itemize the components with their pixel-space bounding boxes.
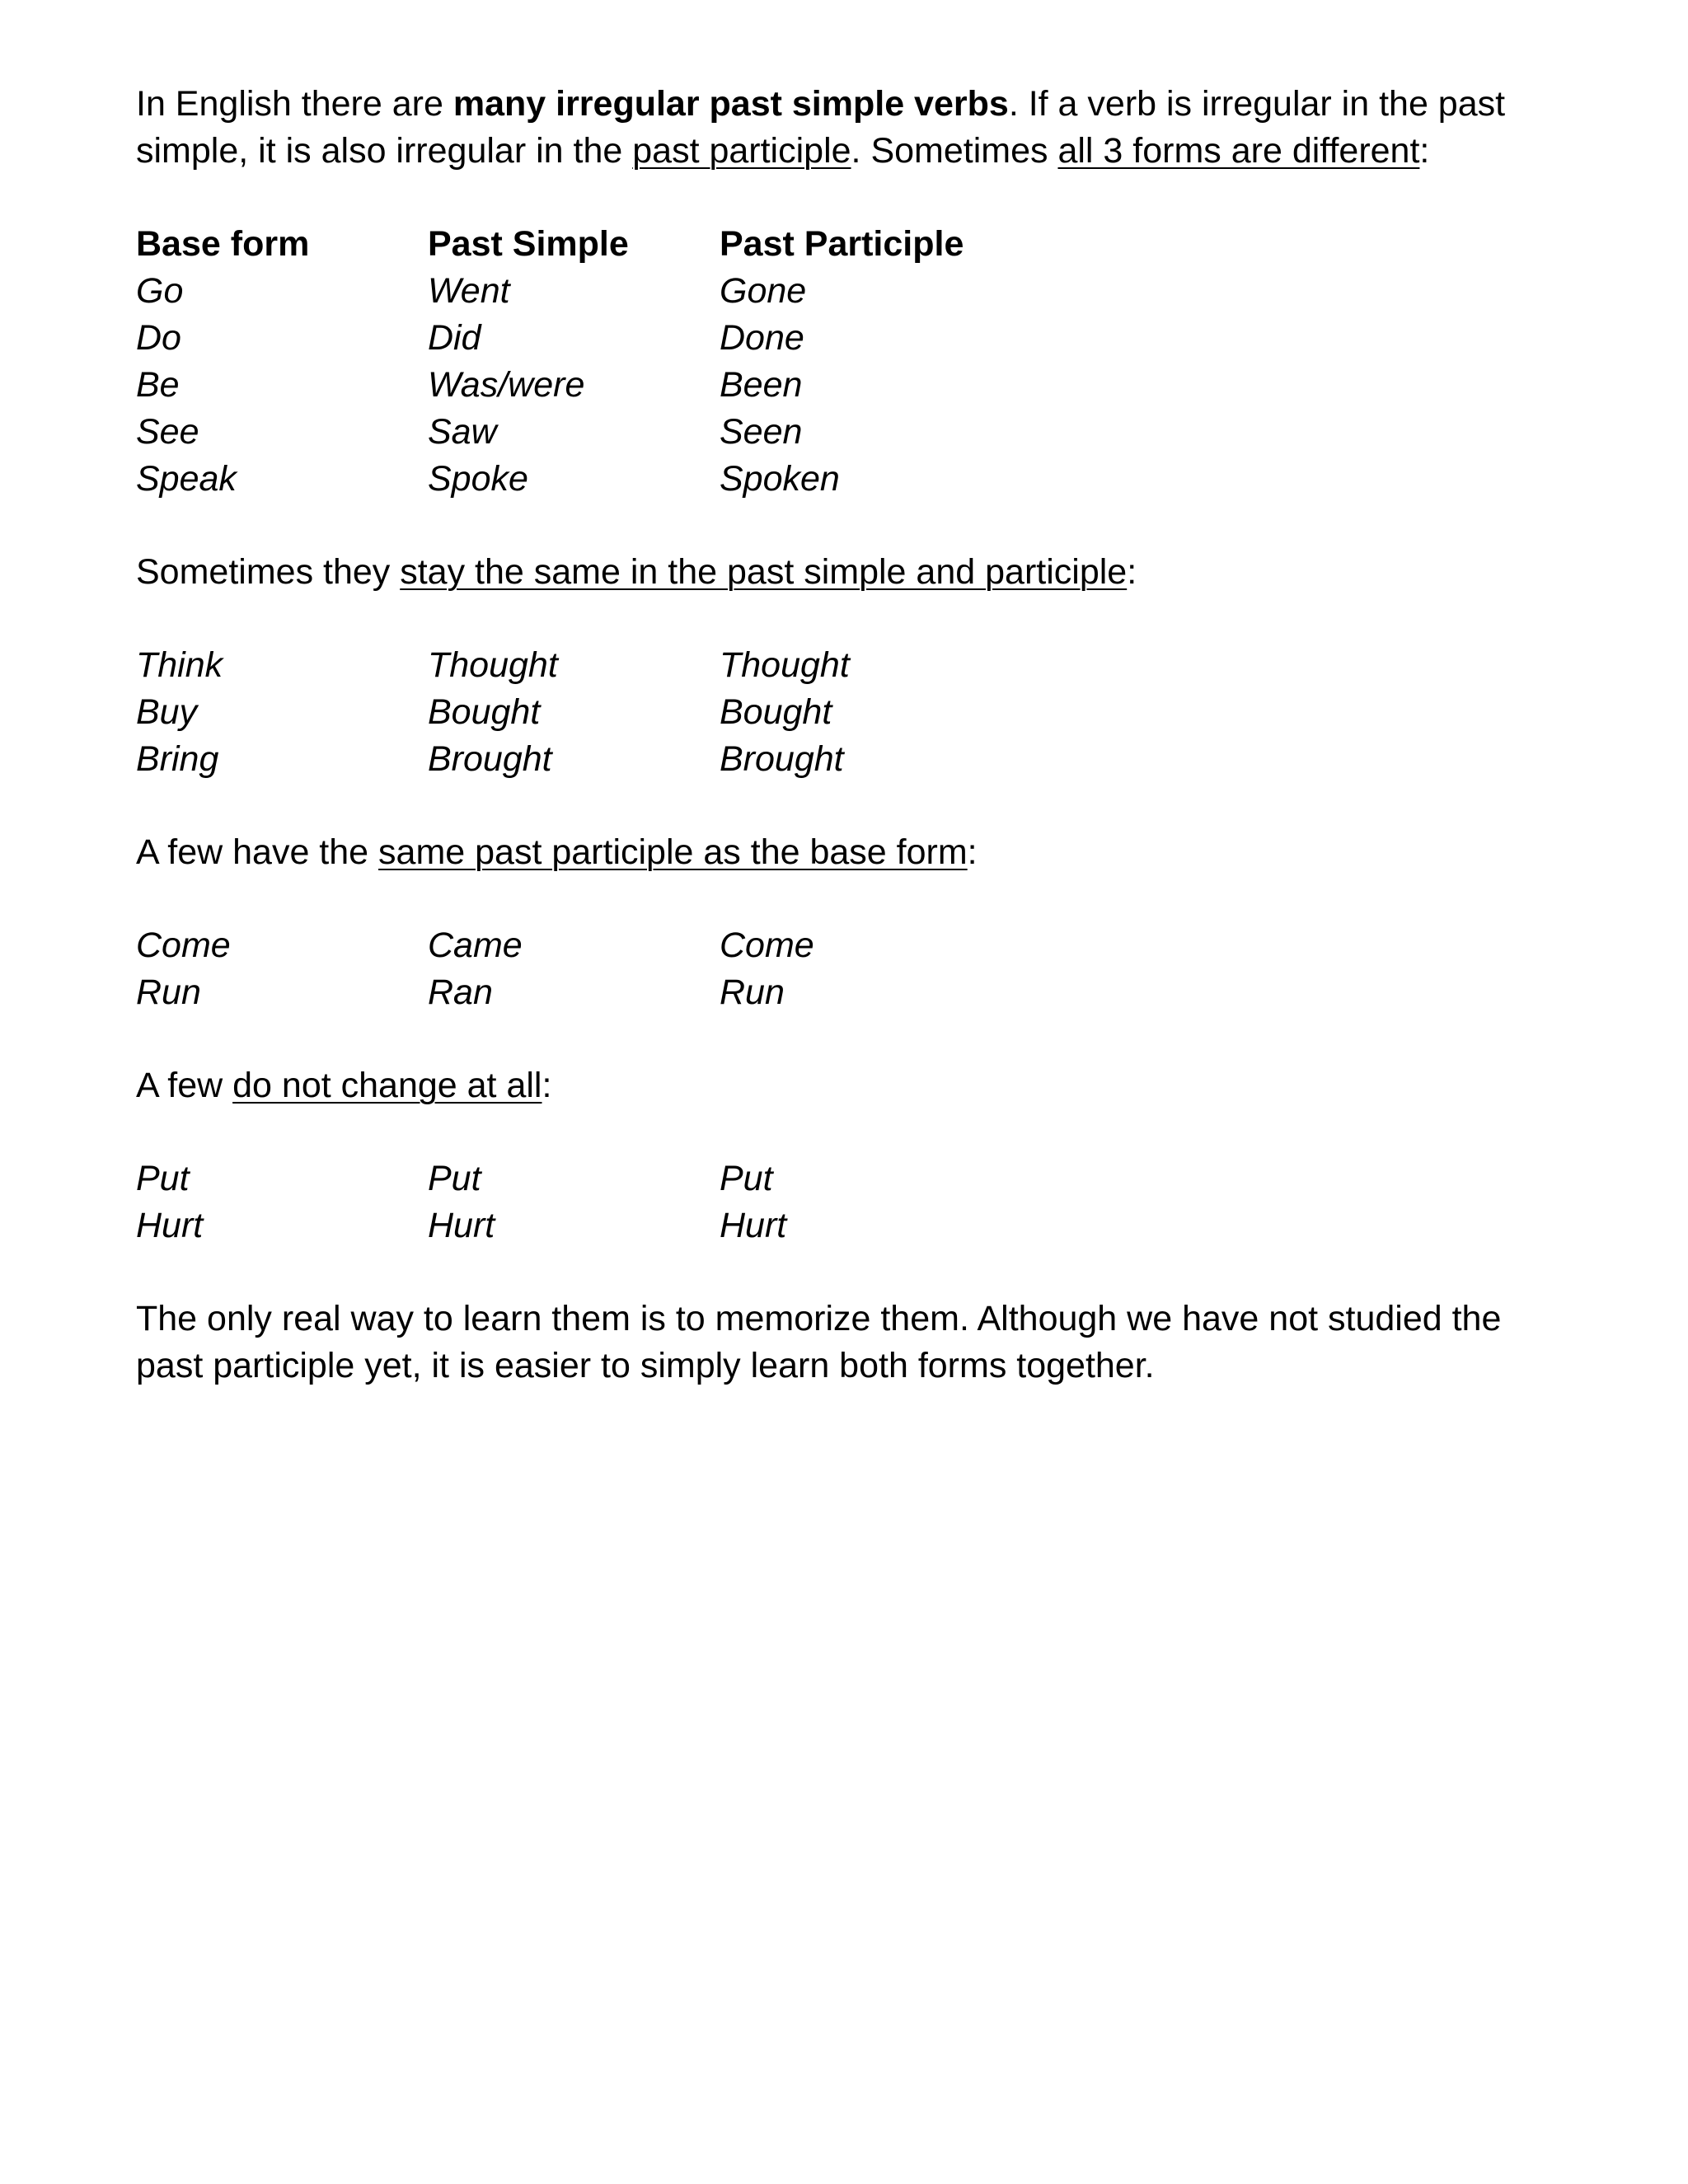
verb-cell: Think [136, 645, 223, 685]
intro-paragraph [136, 81, 1554, 175]
verb-cell: Bought [720, 692, 832, 732]
intro-text-2: . If a verb is irregular in the past simple, it is also irregular in the [136, 84, 1506, 171]
para3-text-2: : [967, 832, 978, 872]
verb-cell: Came [428, 926, 523, 965]
no-change-paragraph [136, 1062, 1554, 1109]
verb-cell: Do [136, 318, 181, 358]
para2-underline: stay the same in the past simple and participle [400, 552, 1128, 592]
para3-underline: same past participle as the base form [378, 832, 968, 872]
verb-table-no-change [136, 1155, 1554, 1249]
verb-cell: See [136, 412, 199, 452]
verb-cell: Ran [428, 972, 493, 1012]
closing-paragraph: The only real way to learn them is to memorize them. Although we have not studied the past participle yet, it is easier to simply learn both forms together. [136, 1299, 1502, 1385]
verb-cell: Put [136, 1159, 190, 1198]
verb-table-same-past [136, 642, 1554, 783]
verb-cell: Put [720, 1159, 773, 1198]
verb-cell: Bought [428, 692, 541, 732]
intro-text-3: . Sometimes [851, 131, 1058, 171]
verb-cell: Been [720, 365, 803, 405]
verb-cell: Spoken [720, 459, 840, 499]
verb-cell: Buy [136, 692, 198, 732]
verb-cell: Brought [720, 739, 844, 779]
para2-text-1: Sometimes they [136, 552, 401, 592]
verb-cell: Did [428, 318, 481, 358]
document-page [136, 81, 1554, 1390]
para3-text-1: A few have the [136, 832, 379, 872]
verb-cell: Run [136, 972, 201, 1012]
para4-text-1: A few [136, 1066, 233, 1105]
intro-text-1: In English there are [136, 84, 453, 124]
para4-text-2: : [542, 1066, 552, 1105]
verb-cell: Go [136, 271, 184, 311]
verb-cell: Seen [720, 412, 803, 452]
verb-cell: Brought [428, 739, 552, 779]
header-past-simple: Past Simple [428, 224, 629, 264]
verb-cell: Saw [428, 412, 497, 452]
same-as-base-paragraph [136, 829, 1554, 876]
verb-cell: Come [136, 926, 231, 965]
intro-bold-phrase: many irregular past simple verbs [452, 84, 1009, 124]
same-past-participle-paragraph [136, 549, 1554, 596]
verb-cell: Done [720, 318, 804, 358]
verb-table-different [136, 221, 1554, 503]
verb-table-same-base [136, 922, 1554, 1016]
verb-cell: Gone [720, 271, 807, 311]
intro-underline-past-participle: past participle [632, 131, 851, 171]
intro-text-4: : [1419, 131, 1430, 171]
verb-cell: Went [428, 271, 510, 311]
verb-cell: Thought [720, 645, 850, 685]
verb-cell: Was/were [428, 365, 585, 405]
para2-text-2: : [1127, 552, 1137, 592]
header-base-form: Base form [136, 224, 310, 264]
verb-cell: Come [720, 926, 814, 965]
intro-underline-all-forms: all 3 forms are different [1057, 131, 1420, 171]
verb-cell: Hurt [136, 1206, 204, 1245]
verb-cell: Thought [428, 645, 558, 685]
verb-cell: Put [428, 1159, 481, 1198]
para4-underline: do not change at all [232, 1066, 542, 1105]
header-past-participle: Past Participle [720, 224, 964, 264]
verb-cell: Run [720, 972, 785, 1012]
verb-cell: Speak [136, 459, 237, 499]
verb-cell: Hurt [428, 1206, 495, 1245]
verb-cell: Bring [136, 739, 219, 779]
verb-cell: Spoke [428, 459, 528, 499]
verb-cell: Be [136, 365, 180, 405]
verb-cell: Hurt [720, 1206, 787, 1245]
